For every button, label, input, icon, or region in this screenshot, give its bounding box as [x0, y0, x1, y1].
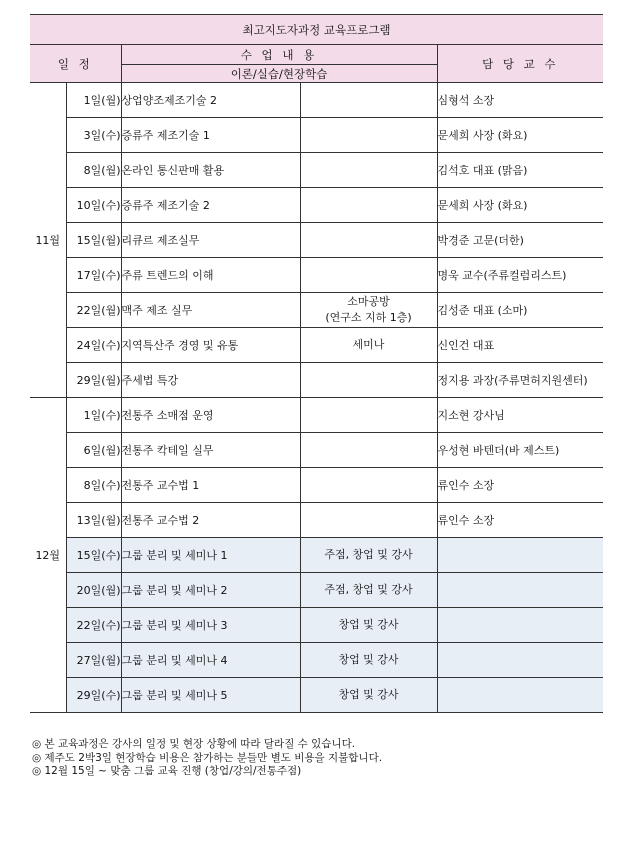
title-cell: 전통주 칵테일 실무	[121, 433, 300, 468]
date-cell: 27일(월)	[66, 643, 121, 678]
title-cell: 온라인 통신판매 활용	[121, 153, 300, 188]
table-row	[30, 118, 603, 153]
table-row	[30, 83, 603, 118]
title-cell: 주류 트렌드의 이해	[121, 258, 300, 293]
title-cell: 지역특산주 경영 및 유통	[121, 328, 300, 363]
instructor-column-header: 담 당 교 수	[437, 45, 603, 83]
date-cell: 24일(수)	[66, 328, 121, 363]
table-row	[30, 188, 603, 223]
date-cell: 13일(월)	[66, 503, 121, 538]
title-cell: 맥주 제조 실무	[121, 293, 300, 328]
date-cell: 1일(월)	[66, 83, 121, 118]
location-cell	[300, 503, 437, 538]
title-cell: 그룹 분리 및 세미나 3	[121, 608, 300, 643]
instructor-cell: 김석호 대표 (맑음)	[437, 153, 603, 188]
location-cell	[300, 258, 437, 293]
table-title: 최고지도자과정 교육프로그램	[30, 15, 603, 45]
content-column-header: 수 업 내 용	[121, 45, 437, 65]
table-row	[30, 608, 603, 643]
location-cell: 주점, 창업 및 강사	[300, 573, 437, 608]
table-row	[30, 293, 603, 328]
location-cell: 주점, 창업 및 강사	[300, 538, 437, 573]
location-cell	[300, 223, 437, 258]
date-cell: 8일(수)	[66, 468, 121, 503]
date-cell: 29일(월)	[66, 363, 121, 398]
date-cell: 20일(월)	[66, 573, 121, 608]
location-cell	[300, 363, 437, 398]
title-cell: 그룹 분리 및 세미나 5	[121, 678, 300, 713]
instructor-cell	[437, 538, 603, 573]
title-cell: 전통주 교수법 2	[121, 503, 300, 538]
instructor-cell	[437, 678, 603, 713]
instructor-cell: 심형석 소장	[437, 83, 603, 118]
title-cell: 그룹 분리 및 세미나 1	[121, 538, 300, 573]
note-line: ◎ 제주도 2박3일 현장학습 비용은 참가하는 분들만 별도 비용을 지불합니다.	[32, 751, 383, 764]
title-cell: 전통주 교수법 1	[121, 468, 300, 503]
instructor-cell: 명욱 교수(주류컬럼리스트)	[437, 258, 603, 293]
table-row	[30, 328, 603, 363]
table-row	[30, 433, 603, 468]
title-cell: 리큐르 제조실무	[121, 223, 300, 258]
date-cell: 17일(수)	[66, 258, 121, 293]
location-cell	[300, 433, 437, 468]
table-row	[30, 643, 603, 678]
title-cell: 그룹 분리 및 세미나 4	[121, 643, 300, 678]
instructor-cell: 우성현 바텐더(바 제스트)	[437, 433, 603, 468]
table-row	[30, 573, 603, 608]
date-cell: 15일(수)	[66, 538, 121, 573]
location-cell	[300, 83, 437, 118]
instructor-cell: 신인건 대표	[437, 328, 603, 363]
notes	[32, 738, 382, 779]
date-column-header: 일 정	[30, 45, 121, 83]
content-subheader: 이론/실습/현장학습	[121, 65, 437, 83]
table-row	[30, 538, 603, 573]
instructor-cell: 김성준 대표 (소마)	[437, 293, 603, 328]
table-row	[30, 398, 603, 433]
location-cell	[300, 188, 437, 223]
location-cell: 창업 및 강사	[300, 678, 437, 713]
date-cell: 22일(수)	[66, 608, 121, 643]
location-cell	[300, 118, 437, 153]
table-row	[30, 678, 603, 713]
table-row	[30, 258, 603, 293]
instructor-cell: 문세희 사장 (화요)	[437, 188, 603, 223]
title-cell: 상업양조제조기술 2	[121, 83, 300, 118]
location-cell: 세미나	[300, 328, 437, 363]
instructor-cell: 지소현 강사님	[437, 398, 603, 433]
table-row	[30, 503, 603, 538]
instructor-cell: 박경준 고문(더한)	[437, 223, 603, 258]
location-cell: 창업 및 강사	[300, 608, 437, 643]
title-cell: 증류주 제조기술 1	[121, 118, 300, 153]
table-row	[30, 468, 603, 503]
date-cell: 6일(월)	[66, 433, 121, 468]
location-cell	[300, 398, 437, 433]
table-row	[30, 223, 603, 258]
location-cell	[300, 468, 437, 503]
month-cell: 12월	[30, 398, 66, 713]
instructor-cell: 문세희 사장 (화요)	[437, 118, 603, 153]
note-line: ◎ 본 교육과정은 강사의 일정 및 현장 상황에 따라 달라질 수 있습니다.	[32, 738, 356, 750]
note-line: ◎ 12월 15일 ~ 맞춤 그룹 교육 진행 (창업/강의/전통주점)	[32, 765, 302, 777]
instructor-cell: 류인수 소장	[437, 468, 603, 503]
location-cell	[300, 153, 437, 188]
table-row	[30, 363, 603, 398]
instructor-cell: 정지용 과장(주류면허지원센터)	[437, 363, 603, 398]
table-row	[30, 153, 603, 188]
date-cell: 22일(월)	[66, 293, 121, 328]
schedule-table	[30, 14, 603, 713]
date-cell: 15일(월)	[66, 223, 121, 258]
instructor-cell	[437, 643, 603, 678]
location-cell: 창업 및 강사	[300, 643, 437, 678]
date-cell: 29일(수)	[66, 678, 121, 713]
date-cell: 3일(수)	[66, 118, 121, 153]
title-cell: 그룹 분리 및 세미나 2	[121, 573, 300, 608]
title-cell: 주세법 특강	[121, 363, 300, 398]
date-cell: 8일(월)	[66, 153, 121, 188]
instructor-cell: 류인수 소장	[437, 503, 603, 538]
location-cell: 소마공방 (연구소 지하 1층)	[300, 293, 437, 328]
instructor-cell	[437, 608, 603, 643]
title-cell: 전통주 소매점 운영	[121, 398, 300, 433]
date-cell: 10일(수)	[66, 188, 121, 223]
instructor-cell	[437, 573, 603, 608]
date-cell: 1일(수)	[66, 398, 121, 433]
month-cell: 11월	[30, 83, 66, 398]
title-cell: 증류주 제조기술 2	[121, 188, 300, 223]
